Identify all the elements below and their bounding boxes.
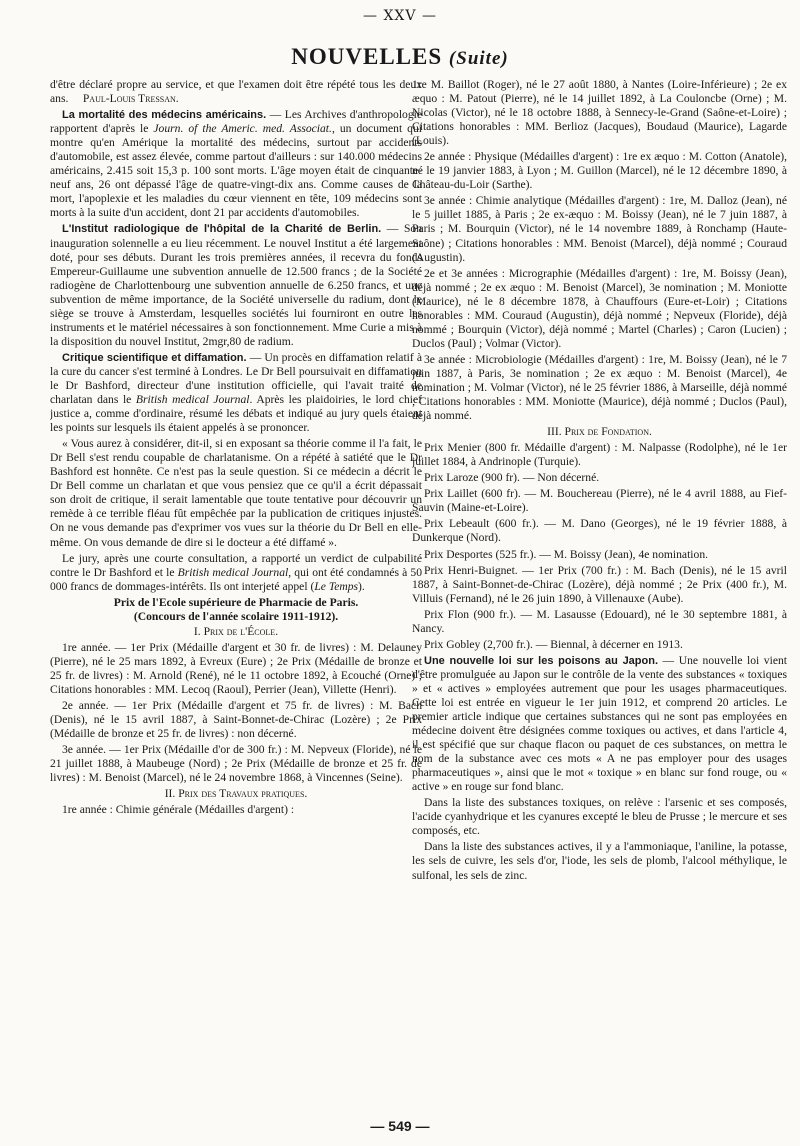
prize-heading: Prix de l'Ecole supérieure de Pharmacie de Paris. xyxy=(113,595,359,609)
left-column xyxy=(50,78,422,1110)
journal-title: British medical Journal xyxy=(135,393,250,407)
prize-entry: Prix Flon (900 fr.). — M. Lasausse (Edouard), né le 30 septembre 1881, à Nancy. xyxy=(412,607,787,635)
paragraph-text: — Une nouvelle loi vient d'être promulguée au Japon sur le contrôle de la vente des substances « toxiques » et « actives » employées autrement que pour les usages pharmaceutiques. Cette loi est entrée en vigueur le 1er juin 1912, et comprend 20 articles. Le premier article indique que certaines substances qui ne sont pas employées en médecine doivent être désignées comme toxiques ou actives, et dans l'article 4, il est spécifié que sur chaque flacon ou paquet de ces substances, on mettra le nom de la substance avec ces mots « A ne pas employer pour des usages pharmaceutiques », ainsi que le mot « toxique » en blanc sur fond rouge, ou « active » en rouge sur fond blanc. xyxy=(412,653,787,794)
title-suffix: (Suite) xyxy=(448,48,509,69)
page-number: — 549 — xyxy=(370,1118,430,1134)
author-signature: Paul-Louis Tressan. xyxy=(82,92,179,106)
prize-entry: Prix Menier (800 fr. Médaille d'argent) : M. Nalpasse (Rodolphe), né le 1er juillet 1884, à Andrinople (Turquie). xyxy=(412,441,787,469)
article-radiology-institute xyxy=(50,222,422,348)
paragraph xyxy=(50,78,422,106)
prize-entry: 1re M. Baillot (Roger), né le 27 août 1880, à Nantes (Loire-Inférieure) ; 2e ex æquo : M. Patout (Pierre), né le 14 juillet 1892, à La Couloncbe (Orne) ; M. Nicolas (Victor), né le 18 octobre 1888, à Sennecy-le-Grand (Saône-et-Loire) ; Citations honorables : MM. Berlioz (Jacques), Boudaud (Maurice), Lagarde (Louis). xyxy=(412,78,787,148)
paragraph: Dans la liste des substances toxiques, on relève : l'arsenic et ses composés, l'acide cyanhydrique et les cyanures excepté le bleu de Prusse ; le mercure et ses composés, etc. xyxy=(412,796,787,838)
section-title xyxy=(0,44,800,70)
article-heading: L'Institut radiologique de l'hôpital de la Charité de Berlin. xyxy=(62,223,382,236)
paragraph-text: , qui ont été condamnés à 50 000 francs de dommages-intérêts. Ils ont interjeté appel ( xyxy=(50,565,422,593)
prize-entry: Prix Laillet (600 fr). — M. Bouchereau (Pierre), né le 4 avril 1888, au Fief-Sauvin (Maine-et-Loire). xyxy=(412,487,787,515)
paragraph-text: — Les Archives d'anthropologie rapportent d'après le xyxy=(50,108,422,136)
roman-page-number: — XXV — xyxy=(363,8,437,24)
prize-entry: Prix Laroze (900 fr). — Non décerné. xyxy=(424,471,600,485)
article-heading: Critique scientifique et diffamation. xyxy=(62,351,247,364)
article-heading: La mortalité des médecins américains. xyxy=(62,109,267,122)
paragraph: Dans la liste des substances actives, il y a l'ammoniaque, l'aniline, la potasse, les sels de cuivre, les sels d'or, l'iode, les sels de plomb, l'alcool méthylique, le sulfonal, les sels de zinc. xyxy=(412,840,787,882)
prize-entry: 2e et 3e années : Micrographie (Médailles d'argent) : 1re, M. Boissy (Jean), déjà nommé ; 2e ex æquo : M. Benoist (Marcel), 3e nomination ; M. Moniotte (Maurice), né le 8 décembre 1878, à Chauffours (Eure-et-Loir) ; Citations honorables : MM. Couraud (Augustin), déjà nommé ; Nepveux (Floride), déjà nommé ; Bourquin (Victor), déjà nommé ; Martel (Charles) ; Caron (Lucien) ; Duclos (Paul) ; Volmar (Victor). xyxy=(412,266,787,350)
prize-entry: 1re année. — 1er Prix (Médaille d'argent et 30 fr. de livres) : M. Delauney (Pierre), né le 25 mars 1892, à Evreux (Eure) ; 2e Prix (Médaille de bronze et 25 fr. de livres) : M. Arnold (René), né le 11 octobre 1892, à Ecouché (Orne) ; Citations honorables : MM. Lecoq (Raoul), Perrier (Jean), Villette (Henri). xyxy=(50,640,422,696)
prize-entry: Prix Gobley (2,700 fr.). — Biennal, à décerner en 1913. xyxy=(424,637,683,651)
journal-title: Journ. of the Americ. med. Associat. xyxy=(153,122,332,136)
prize-entry: Prix Henri-Buignet. — 1er Prix (700 fr.) : M. Bach (Denis), né le 15 avril 1887, à Saint-Bonnet-de-Chirac (Lozère), déjà nommé ; 2e Prix (400 fr.), M. Villuis (Fernand), né le 26 juin 1890, à Villenauxe (Aube). xyxy=(412,563,787,605)
prize-entry: Prix Lebeault (600 fr.). — M. Dano (Georges), né le 19 février 1888, à Dunkerque (Nord). xyxy=(412,517,787,545)
article-japan-poisons xyxy=(412,654,787,794)
prize-entry: 3e année : Chimie analytique (Médailles d'argent) : 1re, M. Dalloz (Jean), né le 5 juillet 1885, à Paris ; 2e ex-æquo : M. Boissy (Jean), né le 7 juin 1887, à Paris ; M. Bourquin (Victor), né le 14 novembre 1889, à Ronchamp (Haute-Saône) ; Citations honorables : MM. Benoist (Marcel), déjà nommé ; Couraud (Augustin). xyxy=(412,194,787,264)
paragraph-text: d'être déclaré propre au service, et que l'examen doit être répété tous les deux ans. xyxy=(50,78,422,106)
paragraph-text: , un document qui montre qu'en Amérique la mortalité des médecins, surtout par accidents d'automobile, est assez élevée, comme partout d'ailleurs : sur 140.000 médecins américains, 2.415 soit 15,3 p. 100 sont morts. L'âge moyen était de cinquante-neuf ans, 26 ont dépassé l'âge de quatre-vingt-dix ans. Comme causes de la mort, l'apoplexie et les maladies du cœur viennent en tête, 109 médecins sont morts à la suite d'un accident, dont 21 par accidents d'automobiles. xyxy=(50,122,422,220)
section-heading: II. Prix des Travaux pratiques. xyxy=(164,787,308,801)
paragraph-text: — Son inauguration solennelle a eu lieu récemment. Le nouvel Institut a été largement doté, pour ses débuts. Durant les trois premières années, il recevra du fonds Empereur-Guillaume une subvention annuelle de 12.500 francs ; de la Société radiogène de Charlottenbourg une subvention annuelle de 6.250 francs, et une subvention de même importance, de la Société universelle du radium, dont le siège se trouve à Amsterdam, lesquelles sociétés lui fourniront en outre les instruments et le matériel nécessaires à son fonctionnement. Mme Curie a mis à la disposition du nouvel Institut, 2mgr,80 de radium. xyxy=(50,222,422,348)
section-heading: III. Prix de Fondation. xyxy=(547,425,652,439)
paragraph-text: . Après les plaidoiries, le lord chief justice a, comme d'ordinaire, résumé les débats et indiqué au jury quels étaient les points sur lesquels ils étaient appelés à se prononcer. xyxy=(50,393,422,435)
article-heading: Une nouvelle loi sur les poisons au Japon. xyxy=(424,654,659,667)
paragraph-text: — Un procès en diffamation relatif à la cure du cancer s'est terminé à Londres. Le Dr Bell poursuivait en diffamation le Dr Bashford, directeur d'une institution officielle, qui l'avait traité de charlatan dans le xyxy=(50,350,422,407)
paragraph-text: Le jury, après une courte consultation, a rapporté un verdict de culpabilité contre le Dr Bashford et le xyxy=(50,551,422,579)
section-heading: I. Prix de l'École. xyxy=(193,624,279,638)
right-column xyxy=(412,78,787,1110)
prize-entry: 2e année. — 1er Prix (Médaille d'argent et 75 fr. de livres) : M. Bach (Denis), né le 15 avril 1887, à Saint-Bonnet-de-Chirac (Lozère) ; 2e Prix (Médaille de bronze et 25 fr. de livres) : non décerné. xyxy=(50,699,422,741)
prize-entry: 1re année : Chimie générale (Médailles d'argent) : xyxy=(62,803,295,817)
paragraph xyxy=(50,552,422,594)
prize-entry: 3e année : Microbiologie (Médailles d'argent) : 1re, M. Boissy (Jean), né le 7 juin 1887, à Paris, 3e nomination ; 2e ex æquo : M. Benoist (Marcel), 4e nomination ; M. Volmar (Victor), né le 25 février 1886, à Marseille, déjà nommé ; Citations honorables : MM. Moniotte (Maurice), déjà nommé ; Duclos (Paul), déjà nommé. xyxy=(412,352,787,423)
title-text: NOUVELLES xyxy=(291,44,443,69)
source-name: Le Temps xyxy=(314,579,359,593)
paragraph-text: ). xyxy=(358,579,365,593)
article-physician-mortality xyxy=(50,108,422,220)
prize-subheading: (Concours de l'année scolaire 1911-1912). xyxy=(133,609,339,623)
journal-title: British medical Journal xyxy=(177,565,289,579)
prize-entry: 2e année : Physique (Médailles d'argent) : 1re ex æquo : M. Cotton (Anatole), né le 19 janvier 1883, à Lyon ; M. Guillon (Marcel), né le 12 décembre 1890, à Château-du-Loir (Sarthe). xyxy=(412,150,787,192)
prize-entry: 3e année. — 1er Prix (Médaille d'or de 300 fr.) : M. Nepveux (Floride), né le 21 juillet 1888, à Maubeuge (Nord) ; 2e Prix (Médaille de bronze et 25 fr. de livres) : M. Benoist (Marcel), né le 24 novembre 1868, à Vincennes (Seine). xyxy=(50,743,422,785)
article-defamation xyxy=(50,351,422,435)
paragraph: « Vous aurez à considérer, dit-il, si en exposant sa théorie comme il l'a fait, le Dr Bell s'est rendu coupable de charlatanisme. On a répété à satiété que le Dr Bashford est honnête. Ce n'est pas la seule question. Si ce médecin a décrit le Dr Bell comme un charlatan et que vous pensiez que ce qu'il a écrit dépassait son droit de critique, il serait lamentable que toute tentative pour découvrir un remède à ce terrible fléau fût empêchée par la publication de critiques injustes. On ne vous demande pas d'exprimer vos vues sur la théorie du Dr Bell en elle-même. On vous demande de dire si le docteur a été diffamé ». xyxy=(50,437,422,549)
prize-entry: Prix Desportes (525 fr.). — M. Boissy (Jean), 4e nomination. xyxy=(424,547,709,561)
